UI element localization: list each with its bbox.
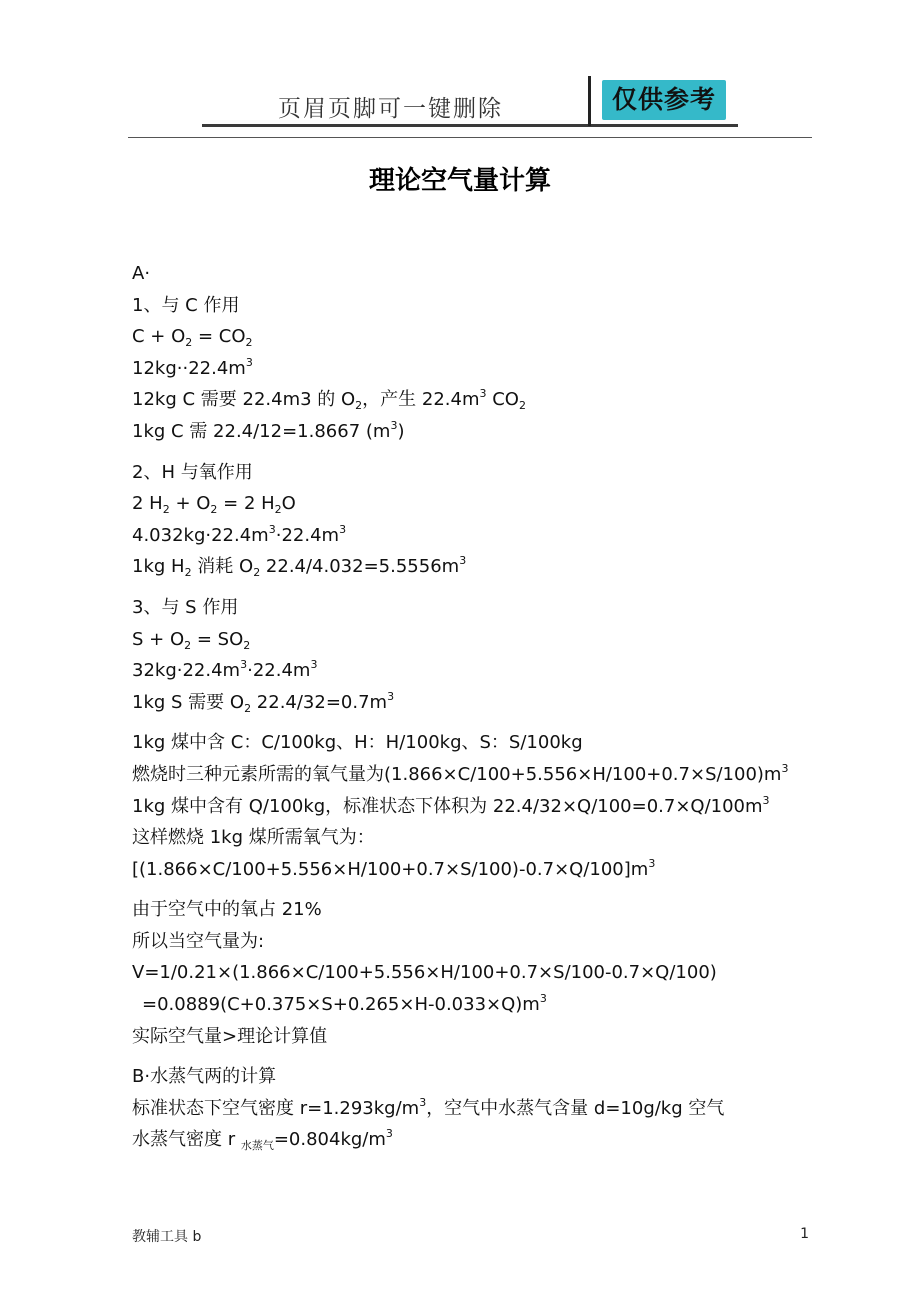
text-line — [132, 1061, 832, 1093]
text-line — [132, 321, 832, 353]
text-line — [132, 655, 832, 687]
text-run: 1kg 煤中含有 Q/100kg，标准状态下体积为 22.4/32×Q/100=0.7×Q/100m — [132, 795, 763, 817]
superscript: 3 — [459, 554, 467, 568]
text-line — [132, 727, 832, 759]
text-run: + O — [169, 493, 211, 515]
subscript: 2 — [518, 399, 526, 413]
text-run: C + O — [132, 326, 186, 348]
text-run: A· — [132, 263, 151, 284]
text-line — [132, 894, 832, 926]
text-run: 这样燃烧 1kg 煤所需氧气为： — [132, 827, 375, 849]
text-run: 1、与 C 作用 — [132, 294, 240, 316]
subscript: 2 — [253, 566, 261, 580]
text-run: 4.032kg·22.4m — [132, 524, 269, 546]
text-run: 消耗 O — [191, 556, 254, 578]
subscript: 2 — [210, 503, 218, 517]
page-number: 1 — [800, 1226, 809, 1242]
text-line — [132, 1021, 832, 1053]
text-line — [132, 759, 832, 791]
subscript: 2 — [244, 701, 252, 715]
banner-divider — [588, 76, 591, 126]
text-line — [132, 957, 832, 989]
text-line — [132, 624, 832, 656]
superscript: 3 — [539, 992, 547, 1006]
text-line — [132, 488, 832, 520]
subscript: 2 — [243, 638, 251, 652]
text-run: ·22.4m — [247, 660, 311, 682]
text-run: 1kg H — [132, 556, 185, 578]
text-line — [132, 290, 832, 322]
text-line — [132, 687, 832, 719]
text-run: 12kg··22.4m — [132, 357, 246, 379]
text-line — [132, 384, 832, 416]
text-run: = SO — [191, 628, 244, 650]
text-line — [132, 791, 832, 823]
text-run: 燃烧时三种元素所需的氧气量为(1.866×C/100+5.556×H/100+0.7×S/100)m — [132, 763, 782, 785]
text-run: 3、与 S 作用 — [132, 596, 239, 618]
text-run: 所以当空气量为: — [132, 930, 265, 952]
text-line — [132, 854, 832, 886]
superscript: 3 — [419, 1095, 427, 1109]
superscript: 3 — [240, 658, 248, 672]
text-run: 2 H — [132, 493, 163, 515]
header-banner — [200, 76, 740, 128]
text-run: 1kg S 需要 O — [132, 691, 245, 713]
text-line — [132, 520, 832, 552]
text-run: ，产生 22.4m — [362, 389, 480, 411]
text-run: [(1.866×C/100+5.556×H/100+0.7×S/100)-0.7×Q/100]m — [132, 858, 649, 880]
text-line — [132, 258, 832, 290]
superscript: 3 — [781, 761, 789, 775]
text-run: CO — [486, 389, 519, 411]
subscript: 水蒸气 — [240, 1139, 274, 1153]
superscript: 3 — [310, 658, 318, 672]
text-run: 32kg·22.4m — [132, 660, 241, 682]
text-line — [132, 457, 832, 489]
paragraph-block — [132, 727, 832, 885]
text-run: B·水蒸气两的计算 — [132, 1066, 277, 1088]
document-body — [132, 258, 832, 1165]
text-run: ，空气中水蒸气含量 d=10g/kg 空气 — [426, 1097, 725, 1119]
paragraph-block — [132, 894, 832, 1052]
subscript: 2 — [185, 336, 193, 350]
page-title: 理论空气量计算 — [368, 166, 551, 196]
text-line — [132, 989, 832, 1021]
text-line — [132, 592, 832, 624]
subscript: 2 — [184, 566, 192, 580]
paragraph-block — [132, 592, 832, 718]
text-line — [132, 551, 832, 583]
text-run: 1kg 煤中含 C：C/100kg、H：H/100kg、S：S/100kg — [132, 732, 583, 754]
reference-stamp: 仅供参考 — [602, 80, 726, 120]
text-run: 22.4/4.032=5.5556m — [260, 556, 460, 578]
text-run: 由于空气中的氧占 21% — [132, 899, 322, 921]
superscript: 3 — [390, 418, 398, 432]
text-run: O — [281, 493, 296, 515]
superscript: 3 — [339, 522, 347, 536]
text-line — [132, 926, 832, 958]
subscript: 2 — [162, 503, 170, 517]
text-run: 实际空气量>理论计算值 — [132, 1025, 328, 1047]
text-run: = CO — [192, 326, 246, 348]
subscript: 2 — [274, 503, 282, 517]
paragraph-block — [132, 457, 832, 583]
text-run: 1kg C 需 22.4/12=1.8667 (m — [132, 420, 391, 442]
text-line — [132, 1124, 832, 1156]
superscript: 3 — [648, 856, 656, 870]
text-run: ) — [397, 420, 405, 442]
text-run: 12kg C 需要 22.4m3 的 O — [132, 389, 356, 411]
text-run: V=1/0.21×(1.866×C/100+5.556×H/100+0.7×S/100-0.7×Q/100) — [132, 962, 717, 984]
superscript: 3 — [245, 355, 253, 369]
text-run: S + O — [132, 628, 185, 650]
text-run: ·22.4m — [275, 524, 340, 546]
text-line — [132, 416, 832, 448]
banner-text: 页眉页脚可一键删除 — [278, 96, 503, 122]
text-run: = 2 H — [217, 493, 275, 515]
paragraph-block — [132, 258, 832, 448]
text-line — [132, 353, 832, 385]
footer-text: 教辅工具 b — [132, 1229, 202, 1245]
text-run: =0.804kg/m — [273, 1129, 386, 1151]
superscript: 3 — [385, 1127, 393, 1141]
subscript: 2 — [184, 638, 192, 652]
paragraph-block — [132, 1061, 832, 1156]
superscript: 3 — [762, 793, 770, 807]
subscript: 2 — [245, 336, 253, 350]
text-run: 标准状态下空气密度 r=1.293kg/m — [132, 1097, 420, 1119]
subscript: 2 — [355, 399, 363, 413]
text-run: 22.4/32=0.7m — [251, 691, 388, 713]
header-rule — [128, 137, 812, 138]
text-run: 水蒸气密度 r — [132, 1129, 241, 1151]
text-run: =0.0889(C+0.375×S+0.265×H-0.033×Q)m — [142, 994, 540, 1016]
text-line — [132, 1093, 832, 1125]
text-run: 2、H 与氧作用 — [132, 461, 253, 483]
text-line — [132, 822, 832, 854]
superscript: 3 — [268, 522, 276, 536]
superscript: 3 — [387, 689, 395, 703]
superscript: 3 — [479, 387, 487, 401]
banner-underline — [202, 124, 738, 127]
